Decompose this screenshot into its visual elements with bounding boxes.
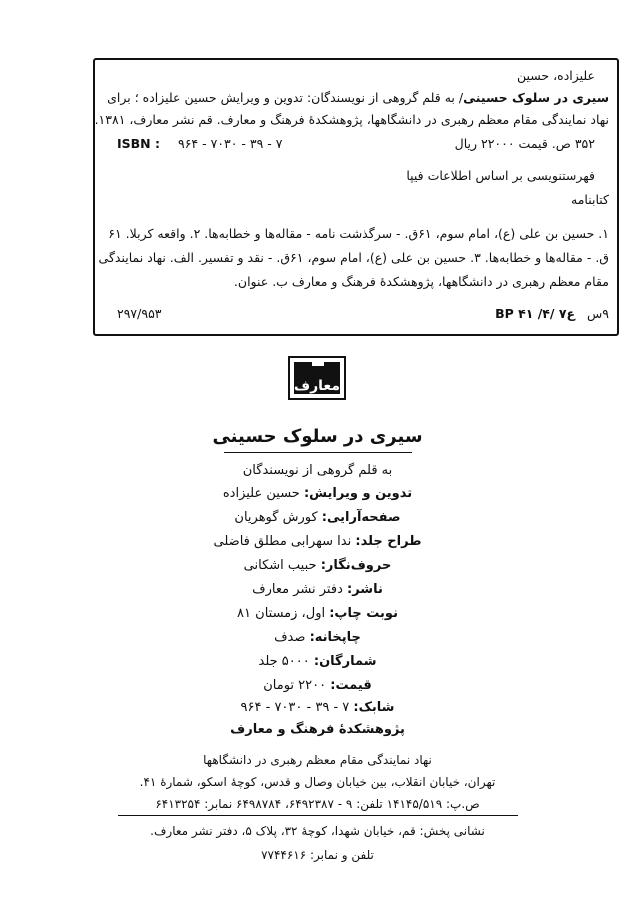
colophon-subtitle: به قلم گروهی از نویسندگان <box>242 463 393 478</box>
editor-label: تدوین و ویرایش: <box>303 486 413 501</box>
typist-value: حبیب اشکانی <box>243 558 317 573</box>
catalog-dewey: ۲۹۷/۹۵۳ <box>117 306 162 321</box>
price-value: ۲۲۰۰ تومان <box>263 678 327 693</box>
catalog-call-number <box>495 306 609 322</box>
colophon-price <box>0 677 635 695</box>
colophon-pobox: ص.پ: ۱۴۱۴۵/۵۱۹ تلفن: ۹ - ۶۴۹۲۳۸۷، ۶۴۹۸۷۸۴ نمابر: ۶۴۱۳۲۵۴ <box>155 797 480 811</box>
catalog-isbn-label: ISBN : <box>117 136 160 151</box>
colophon-edition <box>0 605 635 623</box>
title-underline <box>224 452 412 453</box>
catalog-title-line <box>107 90 609 106</box>
catalog-title-rest: / به قلم گروهی از نویسندگان: تدوین و ویرایش حسین علیزاده ؛ برای <box>107 90 464 105</box>
cover-value: ندا سهرابی مطلق فاضلی <box>213 534 352 549</box>
colophon-phone: تلفن و نمابر: ۷۷۴۴۶۱۶ <box>261 848 374 862</box>
catalog-fipa-note: فهرستنویسی بر اساس اطلاعات فیپا <box>406 168 595 183</box>
logo-text: معارف <box>293 378 340 394</box>
publisher-value: دفتر نشر معارف <box>252 582 343 597</box>
layout-value: کورش گوهریان <box>234 510 318 525</box>
catalog-pages-price: ۳۵۲ ص. قیمت ۲۲۰۰۰ ریال <box>454 136 595 151</box>
catalog-call-s: ۹س <box>587 306 609 321</box>
colophon-printer <box>0 629 635 647</box>
colophon-publisher <box>0 581 635 599</box>
edition-value: اول، زمستان ۸۱ <box>237 606 326 621</box>
isbn-label: شابک: <box>353 700 395 715</box>
isbn-value: ۷ - ۳۹ - ۷۰۳۰ - ۹۶۴ <box>240 700 350 715</box>
editor-value: حسین علیزاده <box>222 486 300 501</box>
cover-label: طراح جلد: <box>355 534 422 549</box>
colophon-layout <box>0 509 635 527</box>
catalog-bibliography: کتابنامه <box>571 192 609 207</box>
catalog-isbn <box>117 136 283 152</box>
catalog-isbn-value: ۹۶۴ - ۷۰۳۰ - ۳۹ - ۷ <box>177 136 283 151</box>
publisher-label: ناشر: <box>347 582 383 597</box>
colophon-distribution: نشانی پخش: قم، خیابان شهدا، کوچهٔ ۳۲، پلاک ۵، دفتر نشر معارف. <box>150 824 485 838</box>
footer-rule <box>118 815 518 816</box>
logo-book-tab <box>312 358 324 366</box>
colophon-title: سیری در سلوک حسینی <box>212 426 423 447</box>
catalog-call-bp: BP ۴۱ /۴/ ۷ع <box>495 306 576 321</box>
printer-value: صدف <box>274 630 306 645</box>
colophon-address: تهران، خیابان انقلاب، بین خیابان وصال و قدس، کوچهٔ اسکو، شمارهٔ ۴۱. <box>139 775 496 789</box>
publisher-logo <box>288 356 346 400</box>
layout-label: صفحه‌آرایی: <box>321 510 401 525</box>
colophon-editor <box>0 485 635 503</box>
catalog-subjects-1: ۱. حسین بن علی (ع)، امام سوم، ۶۱ق. - سرگذشت نامه - مقاله‌ها و خطابه‌ها. ۲. واقعه کربلا. ۶۱ <box>108 226 609 241</box>
catalog-record-box <box>93 58 619 336</box>
copies-label: شمارگان: <box>313 654 377 669</box>
printer-label: چاپخانه: <box>309 630 361 645</box>
edition-label: نوبت چاپ: <box>329 606 398 621</box>
colophon-institute: پژوهشکدهٔ فرهنگ و معارف <box>230 722 405 737</box>
copies-value: ۵۰۰۰ جلد <box>258 654 310 669</box>
catalog-subjects-2: ق. - مقاله‌ها و خطابه‌ها. ۳. حسین بن علی (ع)، امام سوم، ۶۱ق. - نقد و تفسیر. الف. نهاد نمایندگی <box>98 250 609 265</box>
colophon-isbn <box>0 699 635 717</box>
catalog-title: سیری در سلوک حسینی <box>463 90 609 105</box>
catalog-author: علیزاده، حسین <box>516 68 595 83</box>
colophon-org: نهاد نمایندگی مقام معظم رهبری در دانشگاهها <box>203 753 432 767</box>
price-label: قیمت: <box>330 678 372 693</box>
colophon-copies <box>0 653 635 671</box>
catalog-publisher: نهاد نمایندگی مقام معظم رهبری در دانشگاهها، پژوهشکدهٔ فرهنگ و معارف. قم نشر معارف، ۱۳۸۱. <box>94 112 609 127</box>
logo-badge <box>294 362 340 394</box>
catalog-subjects-3: مقام معظم رهبری در دانشگاهها، پژوهشکدهٔ فرهنگ و معارف ب. عنوان. <box>233 274 609 289</box>
colophon-typist <box>0 557 635 575</box>
colophon-cover-designer <box>0 533 635 551</box>
typist-label: حروف‌نگار: <box>320 558 392 573</box>
